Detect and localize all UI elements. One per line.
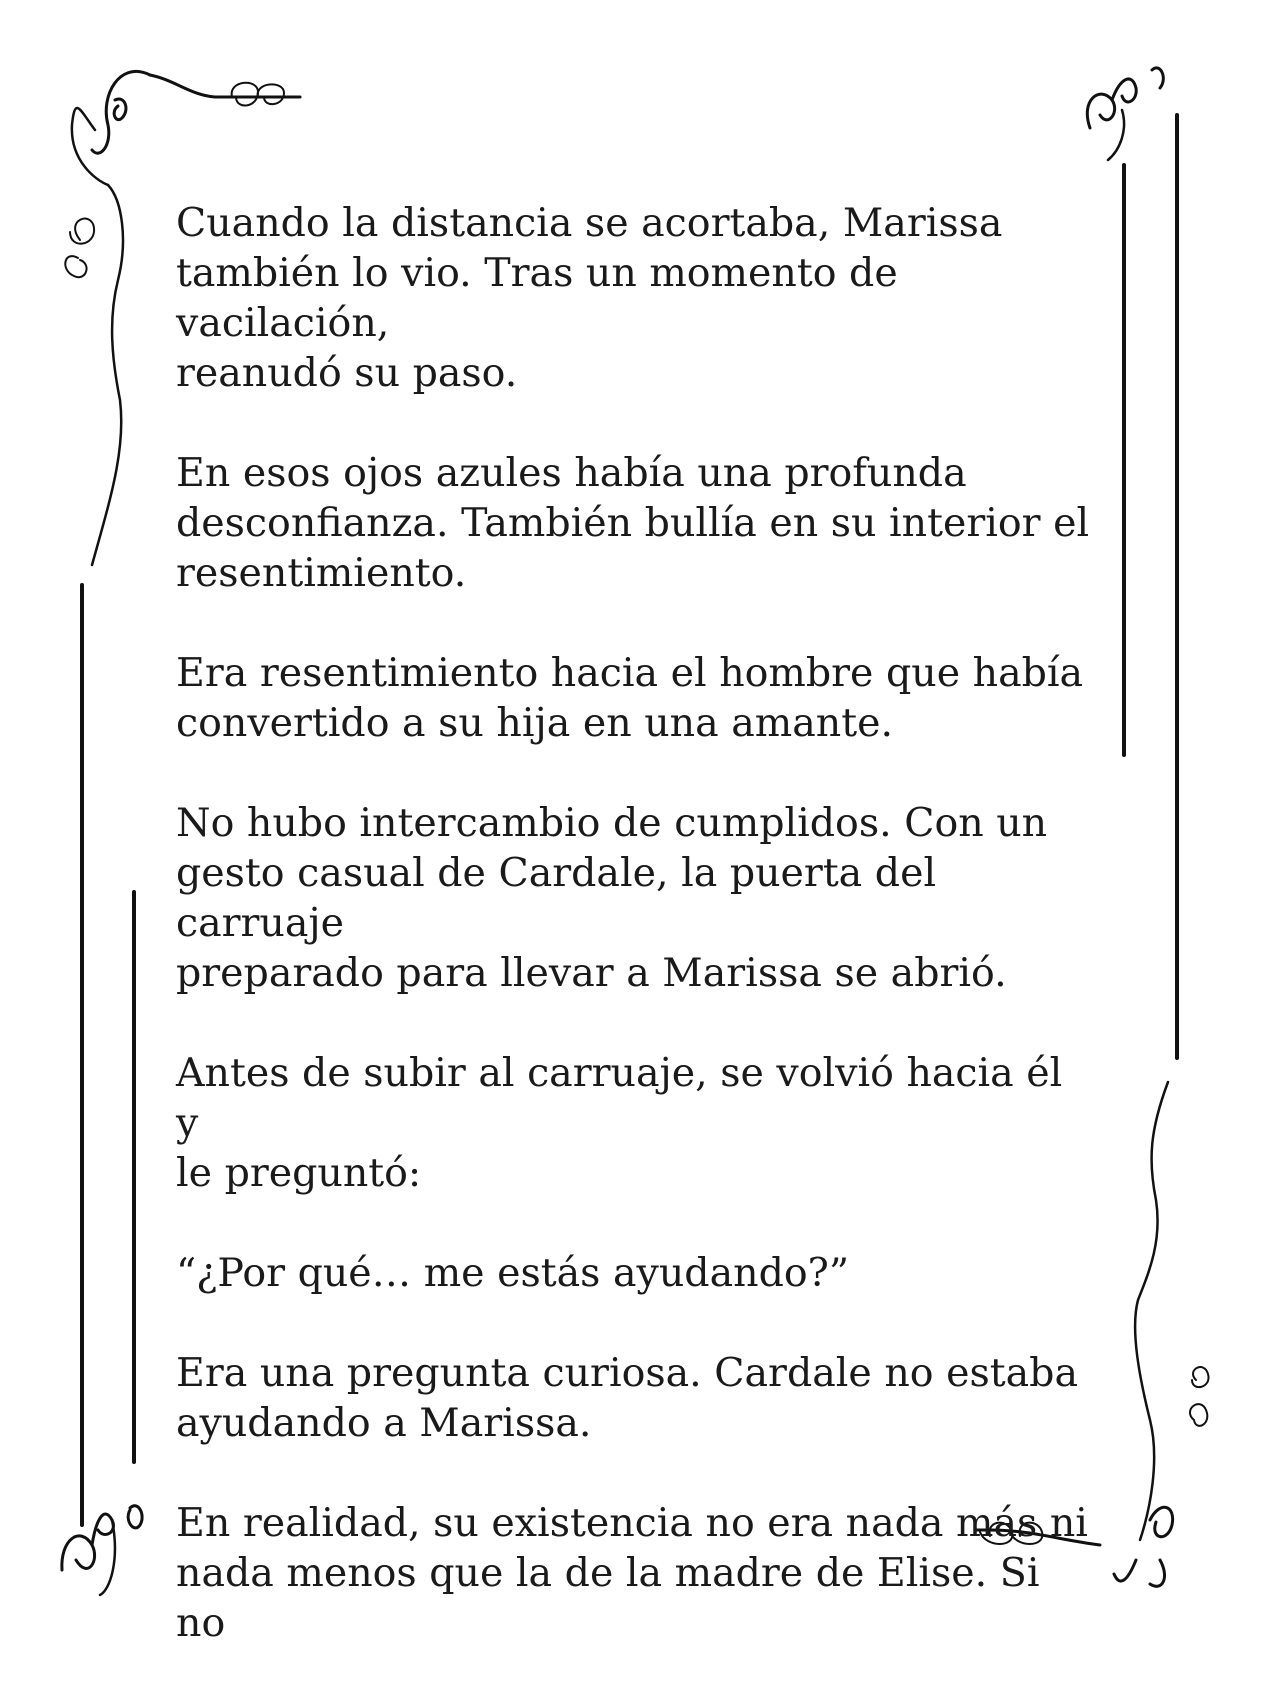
top-right-flourish	[1087, 68, 1163, 160]
paragraph-6-dialogue: “¿Por qué… me estás ayudando?”	[176, 1250, 850, 1296]
paragraph-3: Era resentimiento hacia el hombre que había convertido a su hija en una amante.	[176, 650, 1084, 746]
bottom-left-flourish	[62, 1506, 142, 1595]
paragraph-2: En esos ojos azules había una profunda desconfianza. También bullía en su interior el resentimiento.	[176, 450, 1090, 596]
paragraph-7: Era una pregunta curiosa. Cardale no estaba ayudando a Marissa.	[176, 1350, 1079, 1446]
paragraph-8: En realidad, su existencia no era nada más ni nada menos que la de la madre de Elise. Si no	[176, 1500, 1088, 1646]
story-text	[176, 198, 1096, 1698]
paragraph-4: No hubo intercambio de cumplidos. Con un gesto casual de Cardale, la puerta del carruaje preparado para llevar a Marissa se abrió.	[176, 800, 1048, 996]
paragraph-5: Antes de subir al carruaje, se volvió hacia él y le preguntó:	[176, 1050, 1063, 1196]
paragraph-1: Cuando la distancia se acortaba, Marissa también lo vio. Tras un momento de vacilación, reanudó su paso.	[176, 200, 1003, 396]
